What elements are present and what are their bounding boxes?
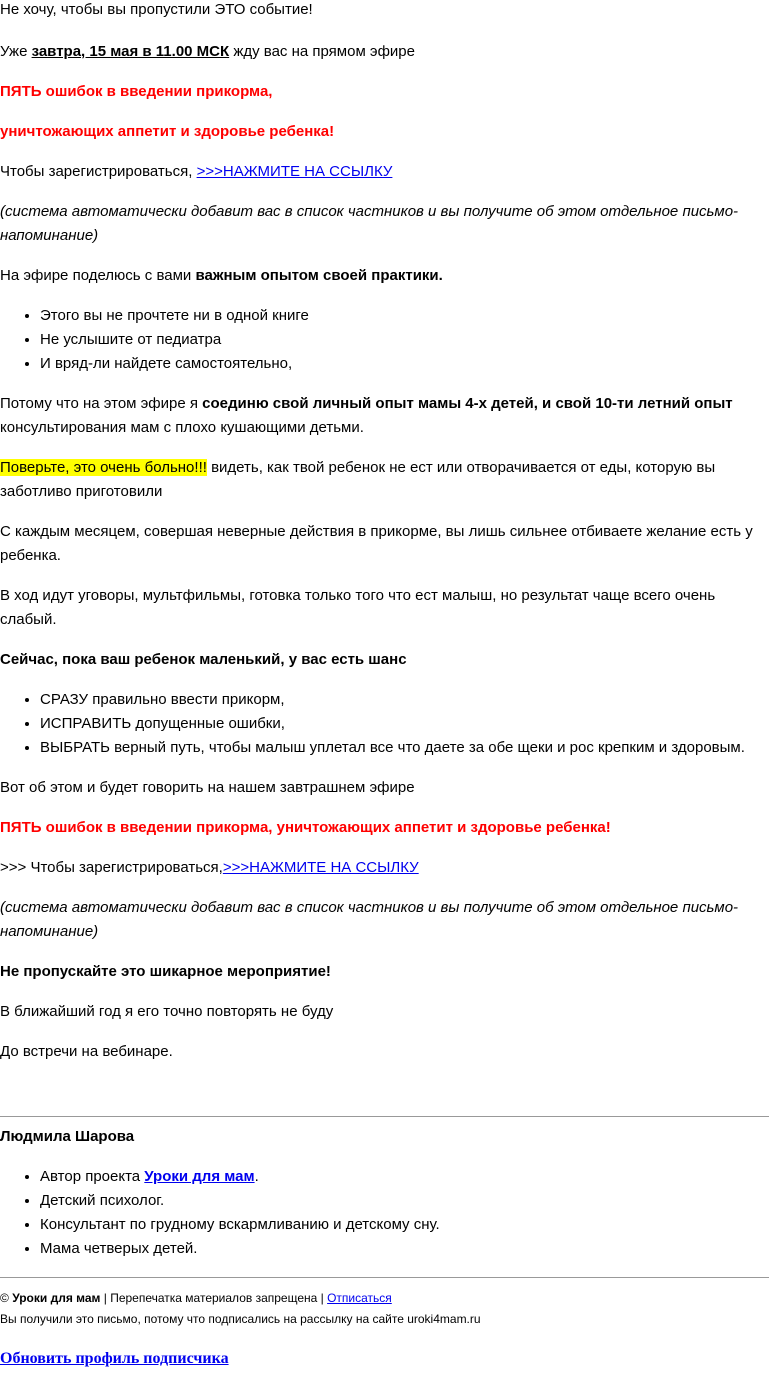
chance-list xyxy=(0,688,769,760)
list-item: • Консультант по грудному вскармливанию и детскому сну. xyxy=(40,1213,769,1237)
register-line-1: Чтобы зарегистрироваться, >>>НАЖМИТЕ НА ССЫЛКУ xyxy=(0,163,393,180)
update-profile-link[interactable]: Обновить профиль подписчика xyxy=(0,1350,229,1367)
list-item: • ВЫБРАТЬ верный путь, чтобы малыш уплетал все что даете за обе щеки и рос крепким и здоровым. xyxy=(40,736,769,760)
list-item: • Автор проекта Уроки для мам. xyxy=(40,1165,769,1189)
share-line: На эфире поделюсь с вами важным опытом своей практики. xyxy=(0,267,443,284)
register-line-2: >>> Чтобы зарегистрироваться,>>>НАЖМИТЕ НА ССЫЛКУ xyxy=(0,859,419,876)
list-item: • Не услышите от педиатра xyxy=(40,328,769,352)
highlighted-text: Поверьте, это очень больно!!! xyxy=(0,459,207,476)
list-item: • Мама четверых детей. xyxy=(40,1237,769,1261)
list-item: • Этого вы не прочтете ни в одной книге xyxy=(40,304,769,328)
dont-miss: Не пропускайте это шикарное мероприятие! xyxy=(0,963,331,980)
project-link[interactable]: Уроки для мам xyxy=(144,1168,255,1185)
believe-paragraph: Поверьте, это очень больно!!! видеть, как твой ребенок не ест или отворачивается от еды, которую вы заботливо приготовили xyxy=(0,459,716,500)
signature: Людмила Шарова xyxy=(0,1128,135,1145)
reminder-note-2: (система автоматически добавит вас в список частников и вы получите об этом отдельное письмо-напоминание) xyxy=(0,899,739,940)
update-profile xyxy=(0,1349,769,1369)
experience-paragraph: Потому что на этом эфире я соединю свой личный опыт мамы 4-х детей, и свой 10-ти летний опыт консультирования мам с плохо кушающими детьми. xyxy=(0,395,733,436)
divider-1 xyxy=(0,1116,769,1117)
title-full: ПЯТЬ ошибок в введении прикорма, уничтожающих аппетит и здоровье ребенка! xyxy=(0,819,611,836)
unsubscribe-link[interactable]: Отписаться xyxy=(327,1291,392,1305)
register-link-1[interactable]: >>>НАЖМИТЕ НА ССЫЛКУ xyxy=(196,163,393,180)
spacer xyxy=(0,1080,769,1116)
divider-2 xyxy=(0,1277,769,1278)
list-item: • СРАЗУ правильно ввести прикорм, xyxy=(40,688,769,712)
footer-copyright: © Уроки для мам | Перепечатка материалов запрещена | Отписаться xyxy=(0,1291,392,1305)
footer-reason: Вы получили это письмо, потому что подписались на рассылку на сайте uroki4mam.ru xyxy=(0,1312,481,1326)
no-repeat: В ближайший год я его точно повторять не буду xyxy=(0,1003,334,1020)
title-line-2: уничтожающих аппетит и здоровье ребенка! xyxy=(0,123,335,140)
event-when: Уже завтра, 15 мая в 11.00 МСК жду вас на прямом эфире xyxy=(0,43,415,60)
event-date: завтра, 15 мая в 11.00 МСК xyxy=(31,43,230,60)
chance-heading: Сейчас, пока ваш ребенок маленький, у вас есть шанс xyxy=(0,651,407,668)
see-you: До встречи на вебинаре. xyxy=(0,1043,173,1060)
bio-list xyxy=(0,1165,769,1261)
list-item: • Детский психолог. xyxy=(40,1189,769,1213)
month-paragraph: С каждым месяцем, совершая неверные действия в прикорме, вы лишь сильнее отбиваете желание есть у ребенка. xyxy=(0,523,753,564)
intro-text: Не хочу, чтобы вы пропустили ЭТО событие! xyxy=(0,1,313,18)
list-item: • И вряд-ли найдете самостоятельно, xyxy=(40,352,769,376)
tricks-paragraph: В ход идут уговоры, мультфильмы, готовка только того что ест малыш, но результат чаще всего очень слабый. xyxy=(0,587,716,628)
about-paragraph: Вот об этом и будет говорить на нашем завтрашнем эфире xyxy=(0,779,415,796)
register-link-2[interactable]: >>>НАЖМИТЕ НА ССЫЛКУ xyxy=(222,859,419,876)
benefits-list xyxy=(0,304,769,376)
title-line-1: ПЯТЬ ошибок в введении прикорма, xyxy=(0,83,273,100)
list-item: • ИСПРАВИТЬ допущенные ошибки, xyxy=(40,712,769,736)
reminder-note-1: (система автоматически добавит вас в список частников и вы получите об этом отдельное письмо-напоминание) xyxy=(0,203,739,244)
